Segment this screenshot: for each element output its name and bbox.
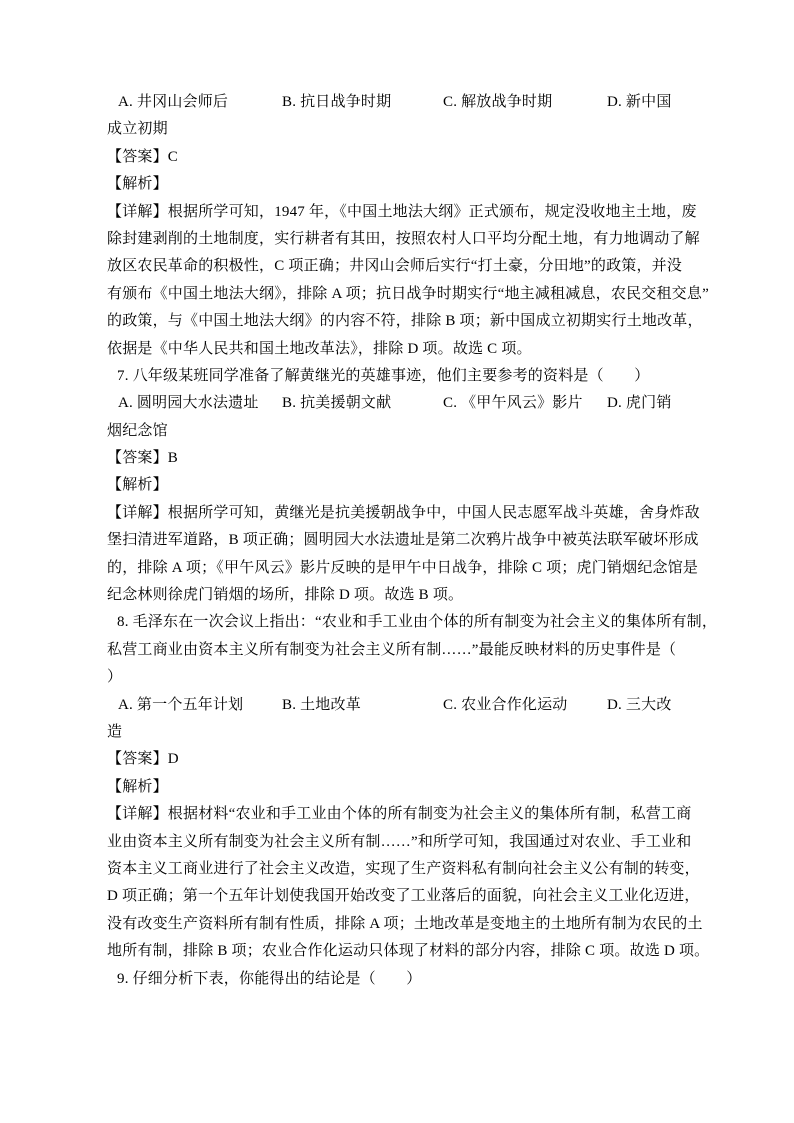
q8-detail-line-5: 没有改变生产资料所有制有性质，排除 A 项；土地改革是变地主的土地所有制为农民的土 — [107, 915, 703, 932]
q7-option-row-option-b: B. 抗美援朝文献 — [282, 395, 392, 412]
q8-analysis: 【解析】 — [107, 778, 168, 795]
q7-detail-line-3: 的，排除 A 项；《甲午风云》影片反映的是甲午中日战争，排除 C 项；虎门销烟纪念馆是 — [107, 559, 699, 576]
q6-option-row — [107, 89, 707, 116]
q6-detail-line-2: 除封建剥削的土地制度，实行耕者有其田，按照农村人口平均分配土地，有力地调动了解 — [107, 230, 700, 247]
q8-detail-line-3: 资本主义工商业进行了社会主义改造，实现了生产资料私有制向社会主义公有制的转变， — [107, 860, 700, 877]
q7-detail-line-2: 堡扫清进军道路，B 项正确；圆明园大水法遗址是第二次鸦片战争中被英法联军破坏形成 — [107, 532, 699, 549]
q6-detail-line-5: 的政策，与《中国土地法大纲》的内容不符，排除 B 项；新中国成立初期实行土地改革， — [107, 313, 703, 330]
q8-option-row-option-b: B. 土地改革 — [282, 696, 361, 713]
q6-analysis: 【解析】 — [107, 176, 168, 193]
q8-stem-line-3: ） — [107, 669, 123, 686]
q8-option-row-option-a: A. 第一个五年计划 — [118, 696, 244, 713]
q8-detail-line-2: 业由资本主义所有制变为社会主义所有制……”和所学可知，我国通过对农业、手工业和 — [107, 833, 692, 850]
q8-stem: 8. 毛泽东在一次会议上指出：“农业和手工业由个体的所有制变为社会主义的集体所有制， — [117, 614, 718, 631]
q8-option-row — [107, 692, 707, 719]
q8-option-row-option-c: C. 农业合作化运动 — [443, 696, 568, 713]
q6-detail-line-4: 有颁布《中国土地法大纲》，排除 A 项；抗日战争时期实行“地主减租减息，农民交租交息” — [107, 285, 709, 302]
q8-detail-line-4: D 项正确；第一个五年计划使我国开始改变了工业落后的面貌，向社会主义工业化迈进， — [107, 888, 700, 905]
q7-option-row — [107, 390, 707, 417]
q6-option-row-option-d: D. 新中国 — [607, 94, 672, 110]
q8-stem-line-2: 私营工商业由资本主义所有制变为社会主义所有制……”最能反映材料的历史事件是（ — [107, 641, 677, 658]
q6-detail-line-1: 【详解】根据所学可知，1947 年，《中国土地法大纲》正式颁布，规定没收地主土地，废 — [107, 203, 697, 220]
q7-option-row-option-d: D. 虎门销 — [607, 395, 672, 412]
q6-answer: 【答案】C — [107, 148, 179, 165]
q9-stem: 9. 仔细分析下表，你能得出的结论是（ ） — [117, 970, 422, 987]
q6-option-d-wrap: 成立初期 — [107, 121, 168, 138]
q7-analysis: 【解析】 — [107, 477, 168, 494]
q7-detail-line-4: 纪念林则徐虎门销烟的场所，排除 D 项。故选 B 项。 — [107, 587, 464, 604]
q6-detail-line-3: 放区农民革命的积极性，C 项正确；井冈山会师后实行“打土豪，分田地”的政策，并没 — [107, 258, 683, 275]
q6-option-row-option-b: B. 抗日战争时期 — [282, 94, 392, 110]
q6-option-row-option-a: A. 井冈山会师后 — [118, 94, 229, 110]
q7-stem: 7. 八年级某班同学准备了解黄继光的英雄事迹，他们主要参考的资料是（ ） — [117, 367, 650, 384]
q8-detail-line-1: 【详解】根据材料“农业和手工业由个体的所有制变为社会主义的集体所有制，私营工商 — [107, 806, 692, 823]
document-body — [107, 89, 718, 993]
q8-answer: 【答案】D — [107, 751, 179, 768]
q7-answer: 【答案】B — [107, 450, 179, 467]
q7-option-row-option-c: C. 《甲午风云》影片 — [443, 395, 583, 412]
q8-option-d-wrap: 造 — [107, 723, 123, 740]
q8-detail-line-6: 地所有制，排除 B 项；农业合作化运动只体现了材料的部分内容，排除 C 项。故选 D 项。 — [107, 943, 710, 960]
q7-option-row-option-a: A. 圆明园大水法遗址 — [118, 395, 259, 412]
q7-option-d-wrap: 烟纪念馆 — [107, 422, 168, 439]
q8-option-row-option-d: D. 三大改 — [607, 696, 672, 713]
q6-detail-line-6: 依据是《中华人民共和国土地改革法》，排除 D 项。故选 C 项。 — [107, 340, 532, 357]
q6-option-row-option-c: C. 解放战争时期 — [443, 94, 553, 110]
q7-detail-line-1: 【详解】根据所学可知，黄继光是抗美援朝战争中，中国人民志愿军战斗英雄，舍身炸敌 — [107, 504, 700, 521]
